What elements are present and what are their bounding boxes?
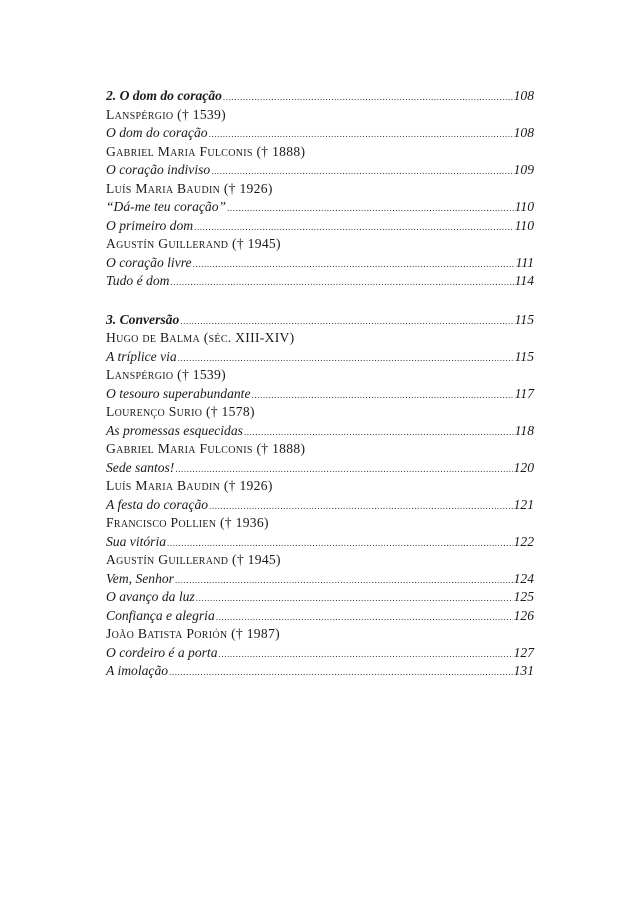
toc-entry[interactable] <box>106 644 534 663</box>
page-number: 127 <box>513 644 534 660</box>
toc-entry[interactable] <box>106 570 534 589</box>
toc-entry[interactable] <box>106 385 534 404</box>
page-number: 131 <box>513 663 534 678</box>
entry-title: A imolação <box>106 663 169 678</box>
entry-title: O coração livre <box>106 254 192 270</box>
page-number: 115 <box>514 311 534 327</box>
entry-title: Confiança e alegria <box>106 607 215 623</box>
author-name: Francisco Pollien († 1936) <box>106 515 269 530</box>
author-name: João Batista Porión († 1987) <box>106 626 280 641</box>
toc-entry[interactable] <box>106 348 534 367</box>
toc-section <box>106 311 534 681</box>
page-number: 114 <box>514 273 534 288</box>
dot-leader <box>193 260 515 269</box>
entry-title: O tesouro superabundante <box>106 385 251 401</box>
entry-title: O dom do coração <box>106 125 208 140</box>
dot-leader <box>175 465 512 474</box>
dot-leader <box>252 391 514 400</box>
entry-title: “Dá-me teu coração” <box>106 199 227 214</box>
author-name: Lanspérgio († 1539) <box>106 367 226 382</box>
page-number: 115 <box>514 348 534 364</box>
page-number: 111 <box>515 254 534 270</box>
toc-entry[interactable] <box>106 459 534 478</box>
page-number: 109 <box>513 162 534 177</box>
toc-entry[interactable] <box>106 254 534 273</box>
entry-title: O coração indiviso <box>106 162 211 177</box>
page-number: 124 <box>513 570 534 586</box>
toc-section <box>106 87 534 291</box>
dot-leader <box>216 613 513 622</box>
author-name: Gabriel Maria Fulconis († 1888) <box>106 441 306 456</box>
section-heading-title: 2. O dom do coração <box>106 88 222 103</box>
page-number: 126 <box>513 607 534 623</box>
table-of-contents <box>106 87 534 681</box>
author-name: Gabriel Maria Fulconis († 1888) <box>106 143 306 159</box>
dot-leader <box>178 354 514 363</box>
author-name: Luís Maria Baudin († 1926) <box>106 478 273 493</box>
toc-entry[interactable] <box>106 422 534 441</box>
page-number: 120 <box>513 459 534 475</box>
toc-entry[interactable] <box>106 161 534 180</box>
dot-leader <box>219 650 513 659</box>
author-name: Lanspérgio († 1539) <box>106 106 226 122</box>
author-name: Agustín Guillerand († 1945) <box>106 552 281 567</box>
entry-title: Sede santos! <box>106 459 175 475</box>
entry-title: Sua vitória <box>106 533 167 549</box>
dot-leader <box>167 539 513 548</box>
page-number: 110 <box>514 199 534 214</box>
toc-entry[interactable] <box>106 588 534 607</box>
page-number: 122 <box>513 533 534 549</box>
page-number: 118 <box>514 422 534 438</box>
author-name: Lourenço Surio († 1578) <box>106 404 255 419</box>
entry-title: Vem, Senhor <box>106 570 174 586</box>
entry-title: As promessas esquecidas <box>106 422 243 438</box>
dot-leader <box>194 223 514 232</box>
dot-leader <box>175 576 513 585</box>
section-heading-title: 3. Conversão <box>106 311 180 327</box>
dot-leader <box>170 278 513 287</box>
toc-entry[interactable] <box>106 607 534 626</box>
entry-title: O avanço da luz <box>106 589 195 604</box>
author-name: Luís Maria Baudin († 1926) <box>106 180 273 196</box>
section-heading[interactable] <box>106 87 534 106</box>
dot-leader <box>209 502 513 511</box>
page-number: 108 <box>513 125 534 140</box>
dot-leader <box>209 130 513 139</box>
dot-leader <box>169 668 513 677</box>
section-heading[interactable] <box>106 311 534 330</box>
toc-entry[interactable] <box>106 662 534 681</box>
dot-leader <box>223 93 513 102</box>
toc-entry[interactable] <box>106 217 534 236</box>
page-number: 108 <box>513 88 534 103</box>
author-name: Hugo de Balma (séc. XIII-XIV) <box>106 330 295 345</box>
toc-entry[interactable] <box>106 198 534 217</box>
toc-entry[interactable] <box>106 496 534 515</box>
page-number: 110 <box>514 217 534 233</box>
dot-leader <box>196 594 513 603</box>
entry-title: O cordeiro é a porta <box>106 644 218 660</box>
author-name: Agustín Guillerand († 1945) <box>106 236 281 251</box>
entry-title: A festa do coração <box>106 496 209 512</box>
dot-leader <box>180 317 513 326</box>
entry-title: Tudo é dom <box>106 273 170 288</box>
dot-leader <box>227 204 514 213</box>
page-number: 121 <box>513 496 534 512</box>
entry-title: A tríplice via <box>106 348 177 364</box>
toc-entry[interactable] <box>106 533 534 552</box>
toc-entry[interactable] <box>106 124 534 143</box>
toc-entry[interactable] <box>106 272 534 291</box>
dot-leader <box>211 167 512 176</box>
dot-leader <box>244 428 514 437</box>
page-number: 117 <box>514 385 534 401</box>
page-number: 125 <box>513 589 534 604</box>
entry-title: O primeiro dom <box>106 217 194 233</box>
